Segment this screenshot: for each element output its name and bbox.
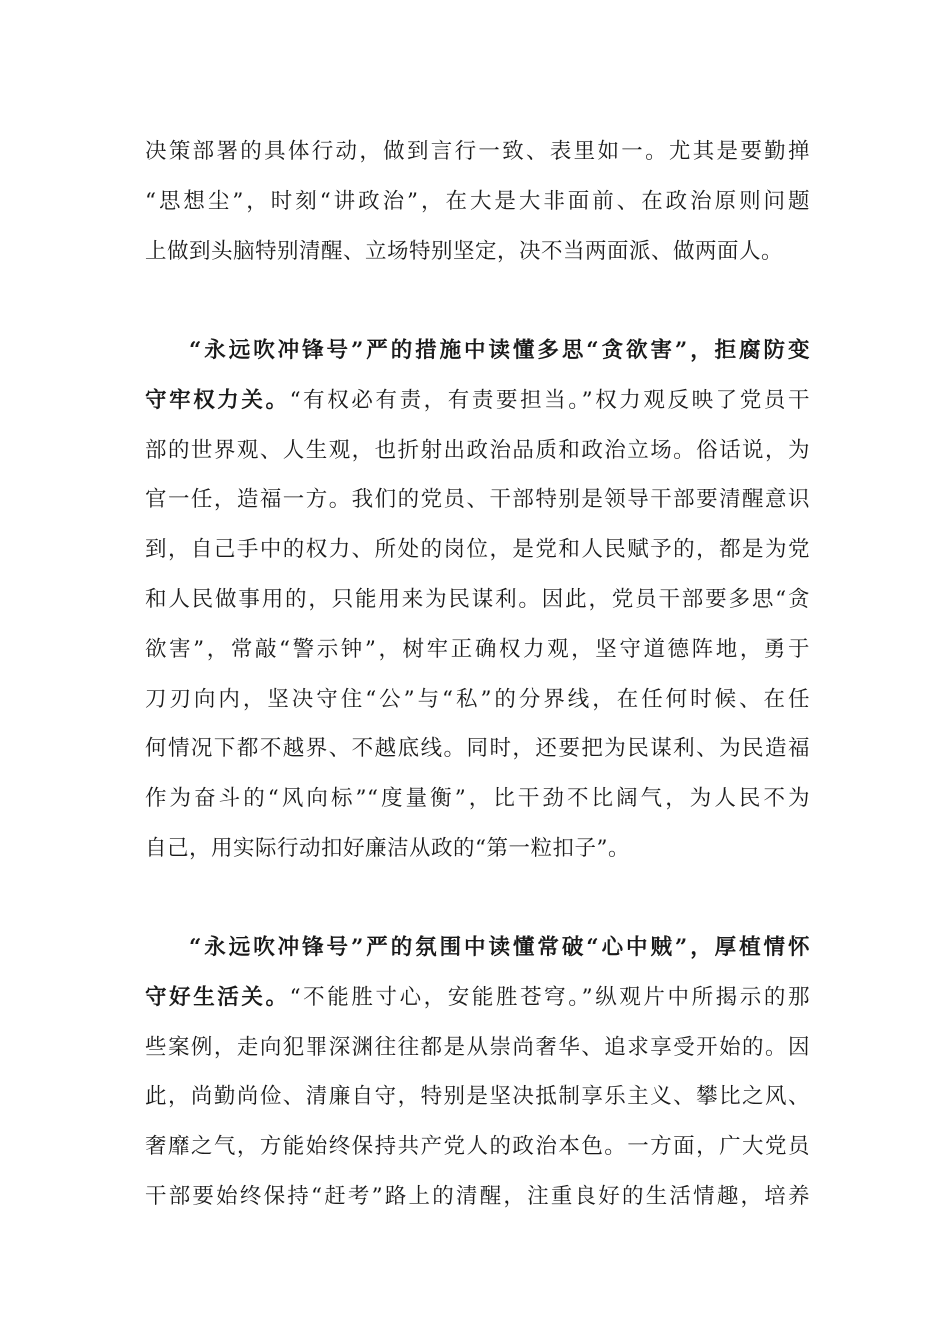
section-heading: “永远吹冲锋号”严的氛围中读懂常破“心中贼”，厚植情怀 — [189, 935, 810, 960]
text-line: 何情况下都不越界、不越底线。同时，还要把为民谋利、为民造福 — [145, 736, 810, 762]
text-line: 部的世界观、人生观，也折射出政治品质和政治立场。俗话说，为 — [145, 437, 810, 463]
text-line: 到，自己手中的权力、所处的岗位，是党和人民赋予的，都是为党 — [145, 537, 810, 563]
text-line: 奢靡之气，方能始终保持共产党人的政治本色。一方面，广大党员 — [145, 1134, 810, 1160]
paragraph-1 — [145, 127, 810, 276]
section-heading-end: 守好生活关。 — [145, 984, 290, 1010]
text-line: 作为奋斗的“风向标”“度量衡”，比干劲不比阔气，为人民不为 — [145, 786, 810, 812]
text-line: 和人民做事用的，只能用来为民谋利。因此，党员干部要多思“贪 — [145, 586, 810, 612]
text-line-rest: “有权必有责，有责要担当。”权力观反映了党员干 — [289, 387, 810, 413]
section-heading: “永远吹冲锋号”严的措施中读懂多思“贪欲害”，拒腐防变 — [189, 338, 810, 363]
paragraph-2 — [145, 326, 810, 874]
text-line: 决策部署的具体行动，做到言行一致、表里如一。尤其是要勤掸 — [145, 139, 810, 164]
text-line — [145, 973, 810, 1023]
text-line: 自己，用实际行动扣好廉洁从政的“第一粒扣子”。 — [145, 835, 630, 861]
text-line: 刀刃向内，坚决守住“公”与“私”的分界线，在任何时候、在任 — [145, 686, 810, 712]
text-line-rest: “不能胜寸心，安能胜苍穹。”纵观片中所揭示的那 — [289, 984, 810, 1010]
text-line: 欲害”，常敲“警示钟”，树牢正确权力观，坚守道德阵地，勇于 — [145, 636, 810, 662]
text-line — [145, 376, 810, 426]
text-line: 此，尚勤尚俭、清廉自守，特别是坚决抵制享乐主义、攀比之风、 — [145, 1084, 810, 1110]
section-heading-end: 守牢权力关。 — [145, 387, 290, 413]
text-line: 官一任，造福一方。我们的党员、干部特别是领导干部要清醒意识 — [145, 487, 810, 513]
text-line: 些案例，走向犯罪深渊往往都是从崇尚奢华、追求享受开始的。因 — [145, 1034, 810, 1060]
text-line: “思想尘”，时刻“讲政治”，在大是大非面前、在政治原则问题 — [145, 188, 810, 214]
paragraph-3 — [145, 923, 810, 1222]
text-line: 上做到头脑特别清醒、立场特别坚定，决不当两面派、做两面人。 — [145, 238, 784, 264]
text-line: 干部要始终保持“赶考”路上的清醒，注重良好的生活情趣，培养 — [145, 1183, 810, 1209]
